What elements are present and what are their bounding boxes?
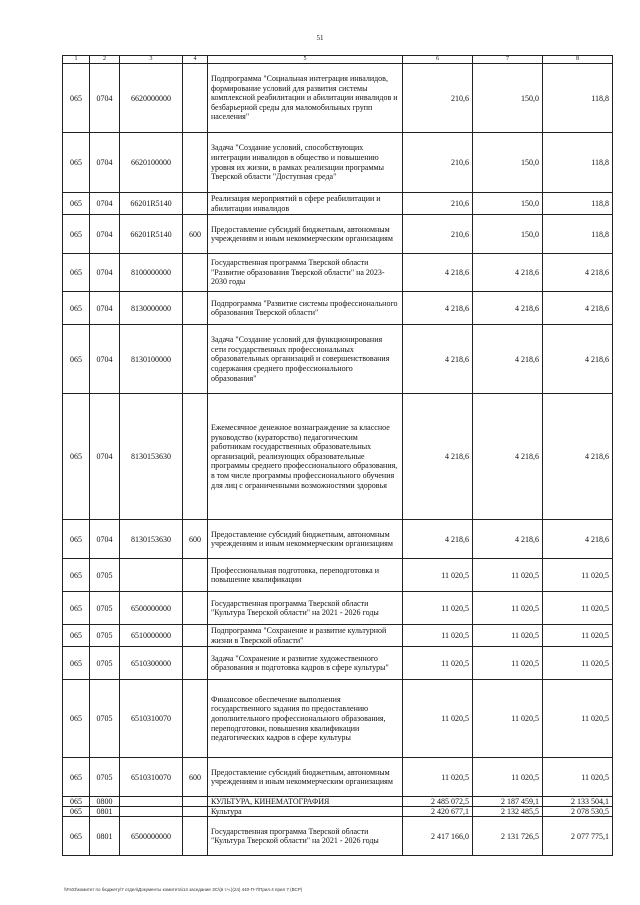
cell-expense-type: 600 [183,520,208,559]
cell-name: Государственная программа Тверской области "Развитие образования Тверской области" на 2023-2030 годы [208,254,403,292]
cell-expense-type [183,592,208,625]
cell-target-article: 6620100000 [120,133,183,193]
cell-target-article [120,807,183,817]
cell-amount-col8: 11 020,5 [543,559,613,592]
column-header: 1 [63,56,90,64]
table-row [63,647,613,680]
cell-expense-type [183,797,208,807]
cell-name: Предоставление субсидий бюджетным, автономным учреждениям и иным некоммерческим организациям [208,758,403,797]
column-header: 3 [120,56,183,64]
cell-amount-col7: 11 020,5 [473,680,543,758]
cell-section-code: 0705 [90,758,120,797]
cell-name: Подпрограмма "Социальная интеграция инвалидов, формирование условий для развития системы комплексной реабилитации и абилитации инвалидов и безбарьерной среды для маломобильных групп населения" [208,64,403,133]
cell-admin-code: 065 [63,325,90,394]
cell-amount-col7: 11 020,5 [473,647,543,680]
cell-amount-col7: 11 020,5 [473,625,543,647]
cell-amount-col7: 11 020,5 [473,559,543,592]
cell-target-article: 8130153630 [120,394,183,520]
cell-name: Задача "Создание условий, способствующих интеграции инвалидов в общество и повышению уровня их жизни, в рамках реализации программы Тверской области "Доступная среда" [208,133,403,193]
cell-expense-type: 600 [183,758,208,797]
cell-amount-col7: 150,0 [473,215,543,254]
table-row [63,325,613,394]
cell-target-article: 8130153630 [120,520,183,559]
cell-expense-type [183,193,208,215]
cell-target-article: 6510000000 [120,625,183,647]
cell-amount-col8: 2 077 775,1 [543,817,613,856]
cell-target-article: 8130000000 [120,292,183,325]
cell-amount-col6: 210,6 [403,215,473,254]
cell-name: Предоставление субсидий бюджетным, автономным учреждениям и иным некоммерческим организациям [208,520,403,559]
cell-amount-col6: 4 218,6 [403,394,473,520]
cell-amount-col7: 150,0 [473,133,543,193]
cell-amount-col7: 2 132 485,5 [473,807,543,817]
cell-target-article: 6500000000 [120,592,183,625]
cell-target-article: 6510310070 [120,758,183,797]
cell-expense-type [183,625,208,647]
cell-amount-col7: 11 020,5 [473,758,543,797]
column-header: 2 [90,56,120,64]
cell-section-code: 0800 [90,797,120,807]
cell-amount-col8: 2 078 530,5 [543,807,613,817]
cell-amount-col6: 11 020,5 [403,647,473,680]
cell-name: Задача "Создание условий для функционирования сети государственных профессиональных образовательных организаций и совершенствования содержания среднего профессионального образования" [208,325,403,394]
cell-amount-col8: 4 218,6 [543,292,613,325]
table-row [63,394,613,520]
cell-amount-col8: 118,8 [543,133,613,193]
cell-admin-code: 065 [63,647,90,680]
cell-target-article: 6500000000 [120,817,183,856]
cell-amount-col8: 118,8 [543,215,613,254]
cell-amount-col7: 4 218,6 [473,292,543,325]
table-row [63,680,613,758]
cell-amount-col8: 4 218,6 [543,394,613,520]
column-header: 7 [473,56,543,64]
table-row [63,625,613,647]
cell-section-code: 0704 [90,325,120,394]
cell-amount-col7: 2 187 459,1 [473,797,543,807]
header-row [63,56,613,64]
cell-amount-col6: 11 020,5 [403,559,473,592]
cell-section-code: 0705 [90,625,120,647]
cell-admin-code: 065 [63,680,90,758]
cell-amount-col6: 11 020,5 [403,680,473,758]
cell-target-article [120,797,183,807]
cell-admin-code: 065 [63,394,90,520]
cell-name: Задача "Сохранение и развитие художественного образования и подготовка кадров в сфере культуры" [208,647,403,680]
cell-amount-col8: 11 020,5 [543,625,613,647]
cell-name: Государственная программа Тверской области "Культура Тверской области" на 2021 - 2026 годы [208,817,403,856]
cell-admin-code: 065 [63,559,90,592]
table-row [63,807,613,817]
table-row [63,520,613,559]
cell-amount-col7: 11 020,5 [473,592,543,625]
cell-admin-code: 065 [63,520,90,559]
table-row [63,193,613,215]
column-header: 4 [183,56,208,64]
column-header: 5 [208,56,403,64]
cell-section-code: 0704 [90,64,120,133]
column-header: 8 [543,56,613,64]
cell-amount-col8: 11 020,5 [543,647,613,680]
cell-amount-col6: 11 020,5 [403,592,473,625]
footer-file-path: \\Fs03\комитет по бюджету\7 отдел\Документы комитета\14 заседание ЗС\(в т.ч.)(24) 440-П-7\Прил.4 прил 7 (ВСР) [64,887,303,892]
cell-section-code: 0704 [90,133,120,193]
cell-expense-type [183,817,208,856]
cell-section-code: 0704 [90,254,120,292]
cell-section-code: 0704 [90,394,120,520]
cell-amount-col8: 4 218,6 [543,254,613,292]
cell-amount-col8: 118,8 [543,193,613,215]
cell-amount-col8: 11 020,5 [543,592,613,625]
table-row [63,592,613,625]
cell-expense-type: 600 [183,215,208,254]
cell-section-code: 0705 [90,647,120,680]
cell-amount-col8: 11 020,5 [543,758,613,797]
cell-target-article [120,559,183,592]
table-row [63,133,613,193]
page-number: 51 [316,34,324,42]
table-row [63,817,613,856]
cell-name: Финансовое обеспечение выполнения государственного задания по предоставлению дополнительного профессионального образования, переподготовки, повышения квалификации педагогических кадров в сфере культуры [208,680,403,758]
cell-admin-code: 065 [63,292,90,325]
cell-expense-type [183,133,208,193]
cell-admin-code: 065 [63,797,90,807]
cell-amount-col6: 11 020,5 [403,758,473,797]
cell-expense-type [183,680,208,758]
cell-amount-col6: 210,6 [403,133,473,193]
cell-amount-col7: 4 218,6 [473,254,543,292]
cell-amount-col8: 118,8 [543,64,613,133]
cell-name: Подпрограмма "Сохранение и развитие культурной жизни в Тверской области" [208,625,403,647]
cell-admin-code: 065 [63,807,90,817]
cell-admin-code: 065 [63,817,90,856]
table-row [63,64,613,133]
table-row [63,215,613,254]
cell-admin-code: 065 [63,254,90,292]
cell-target-article: 6510310070 [120,680,183,758]
cell-expense-type [183,807,208,817]
cell-admin-code: 065 [63,64,90,133]
cell-amount-col6: 2 420 677,1 [403,807,473,817]
cell-section-code: 0704 [90,520,120,559]
cell-expense-type [183,559,208,592]
cell-amount-col7: 4 218,6 [473,520,543,559]
cell-expense-type [183,647,208,680]
cell-target-article: 66201R5140 [120,193,183,215]
table-row [63,758,613,797]
cell-amount-col7: 4 218,6 [473,394,543,520]
cell-expense-type [183,394,208,520]
cell-expense-type [183,325,208,394]
cell-section-code: 0801 [90,807,120,817]
cell-admin-code: 065 [63,625,90,647]
cell-amount-col6: 2 417 166,0 [403,817,473,856]
cell-section-code: 0704 [90,292,120,325]
cell-section-code: 0704 [90,215,120,254]
table-row [63,254,613,292]
cell-admin-code: 065 [63,758,90,797]
cell-amount-col6: 210,6 [403,64,473,133]
cell-section-code: 0801 [90,817,120,856]
cell-admin-code: 065 [63,592,90,625]
cell-admin-code: 065 [63,215,90,254]
cell-expense-type [183,292,208,325]
table-body [63,64,613,856]
cell-amount-col6: 4 218,6 [403,254,473,292]
cell-amount-col7: 2 131 726,5 [473,817,543,856]
cell-section-code: 0705 [90,680,120,758]
cell-name: Профессиональная подготовка, переподготовка и повышение квалификации [208,559,403,592]
cell-name: Государственная программа Тверской области "Культура Тверской области" на 2021 - 2026 годы [208,592,403,625]
cell-amount-col6: 4 218,6 [403,292,473,325]
table-row [63,559,613,592]
cell-name: Культура [208,807,403,817]
cell-name: Реализация мероприятий в сфере реабилитации и абилитации инвалидов [208,193,403,215]
cell-amount-col7: 150,0 [473,64,543,133]
cell-amount-col8: 4 218,6 [543,325,613,394]
cell-target-article: 6510300000 [120,647,183,680]
cell-section-code: 0705 [90,592,120,625]
cell-target-article: 6620000000 [120,64,183,133]
cell-section-code: 0705 [90,559,120,592]
table-row [63,292,613,325]
cell-name: Подпрограмма "Развитие системы профессионального образования Тверской области" [208,292,403,325]
cell-name: КУЛЬТУРА, КИНЕМАТОГРАФИЯ [208,797,403,807]
cell-admin-code: 065 [63,133,90,193]
cell-name: Предоставление субсидий бюджетным, автономным учреждениям и иным некоммерческим организациям [208,215,403,254]
cell-amount-col6: 11 020,5 [403,625,473,647]
cell-expense-type [183,254,208,292]
cell-amount-col7: 150,0 [473,193,543,215]
cell-amount-col6: 2 485 072,5 [403,797,473,807]
cell-amount-col8: 4 218,6 [543,520,613,559]
table-row [63,797,613,807]
cell-amount-col6: 210,6 [403,193,473,215]
cell-amount-col8: 11 020,5 [543,680,613,758]
cell-amount-col6: 4 218,6 [403,520,473,559]
column-header: 6 [403,56,473,64]
cell-expense-type [183,64,208,133]
cell-section-code: 0704 [90,193,120,215]
cell-admin-code: 065 [63,193,90,215]
cell-amount-col6: 4 218,6 [403,325,473,394]
cell-target-article: 66201R5140 [120,215,183,254]
cell-target-article: 8130100000 [120,325,183,394]
cell-amount-col8: 2 133 504,1 [543,797,613,807]
cell-name: Ежемесячное денежное вознаграждение за классное руководство (кураторство) педагогическим работникам государственных образовательных организаций, реализующих образовательные программы среднего профессионального образования, в том числе программы профессионального обучения для лиц с ограниченными возможностями здоровья [208,394,403,520]
cell-target-article: 8100000000 [120,254,183,292]
cell-amount-col7: 4 218,6 [473,325,543,394]
budget-table [62,55,613,856]
